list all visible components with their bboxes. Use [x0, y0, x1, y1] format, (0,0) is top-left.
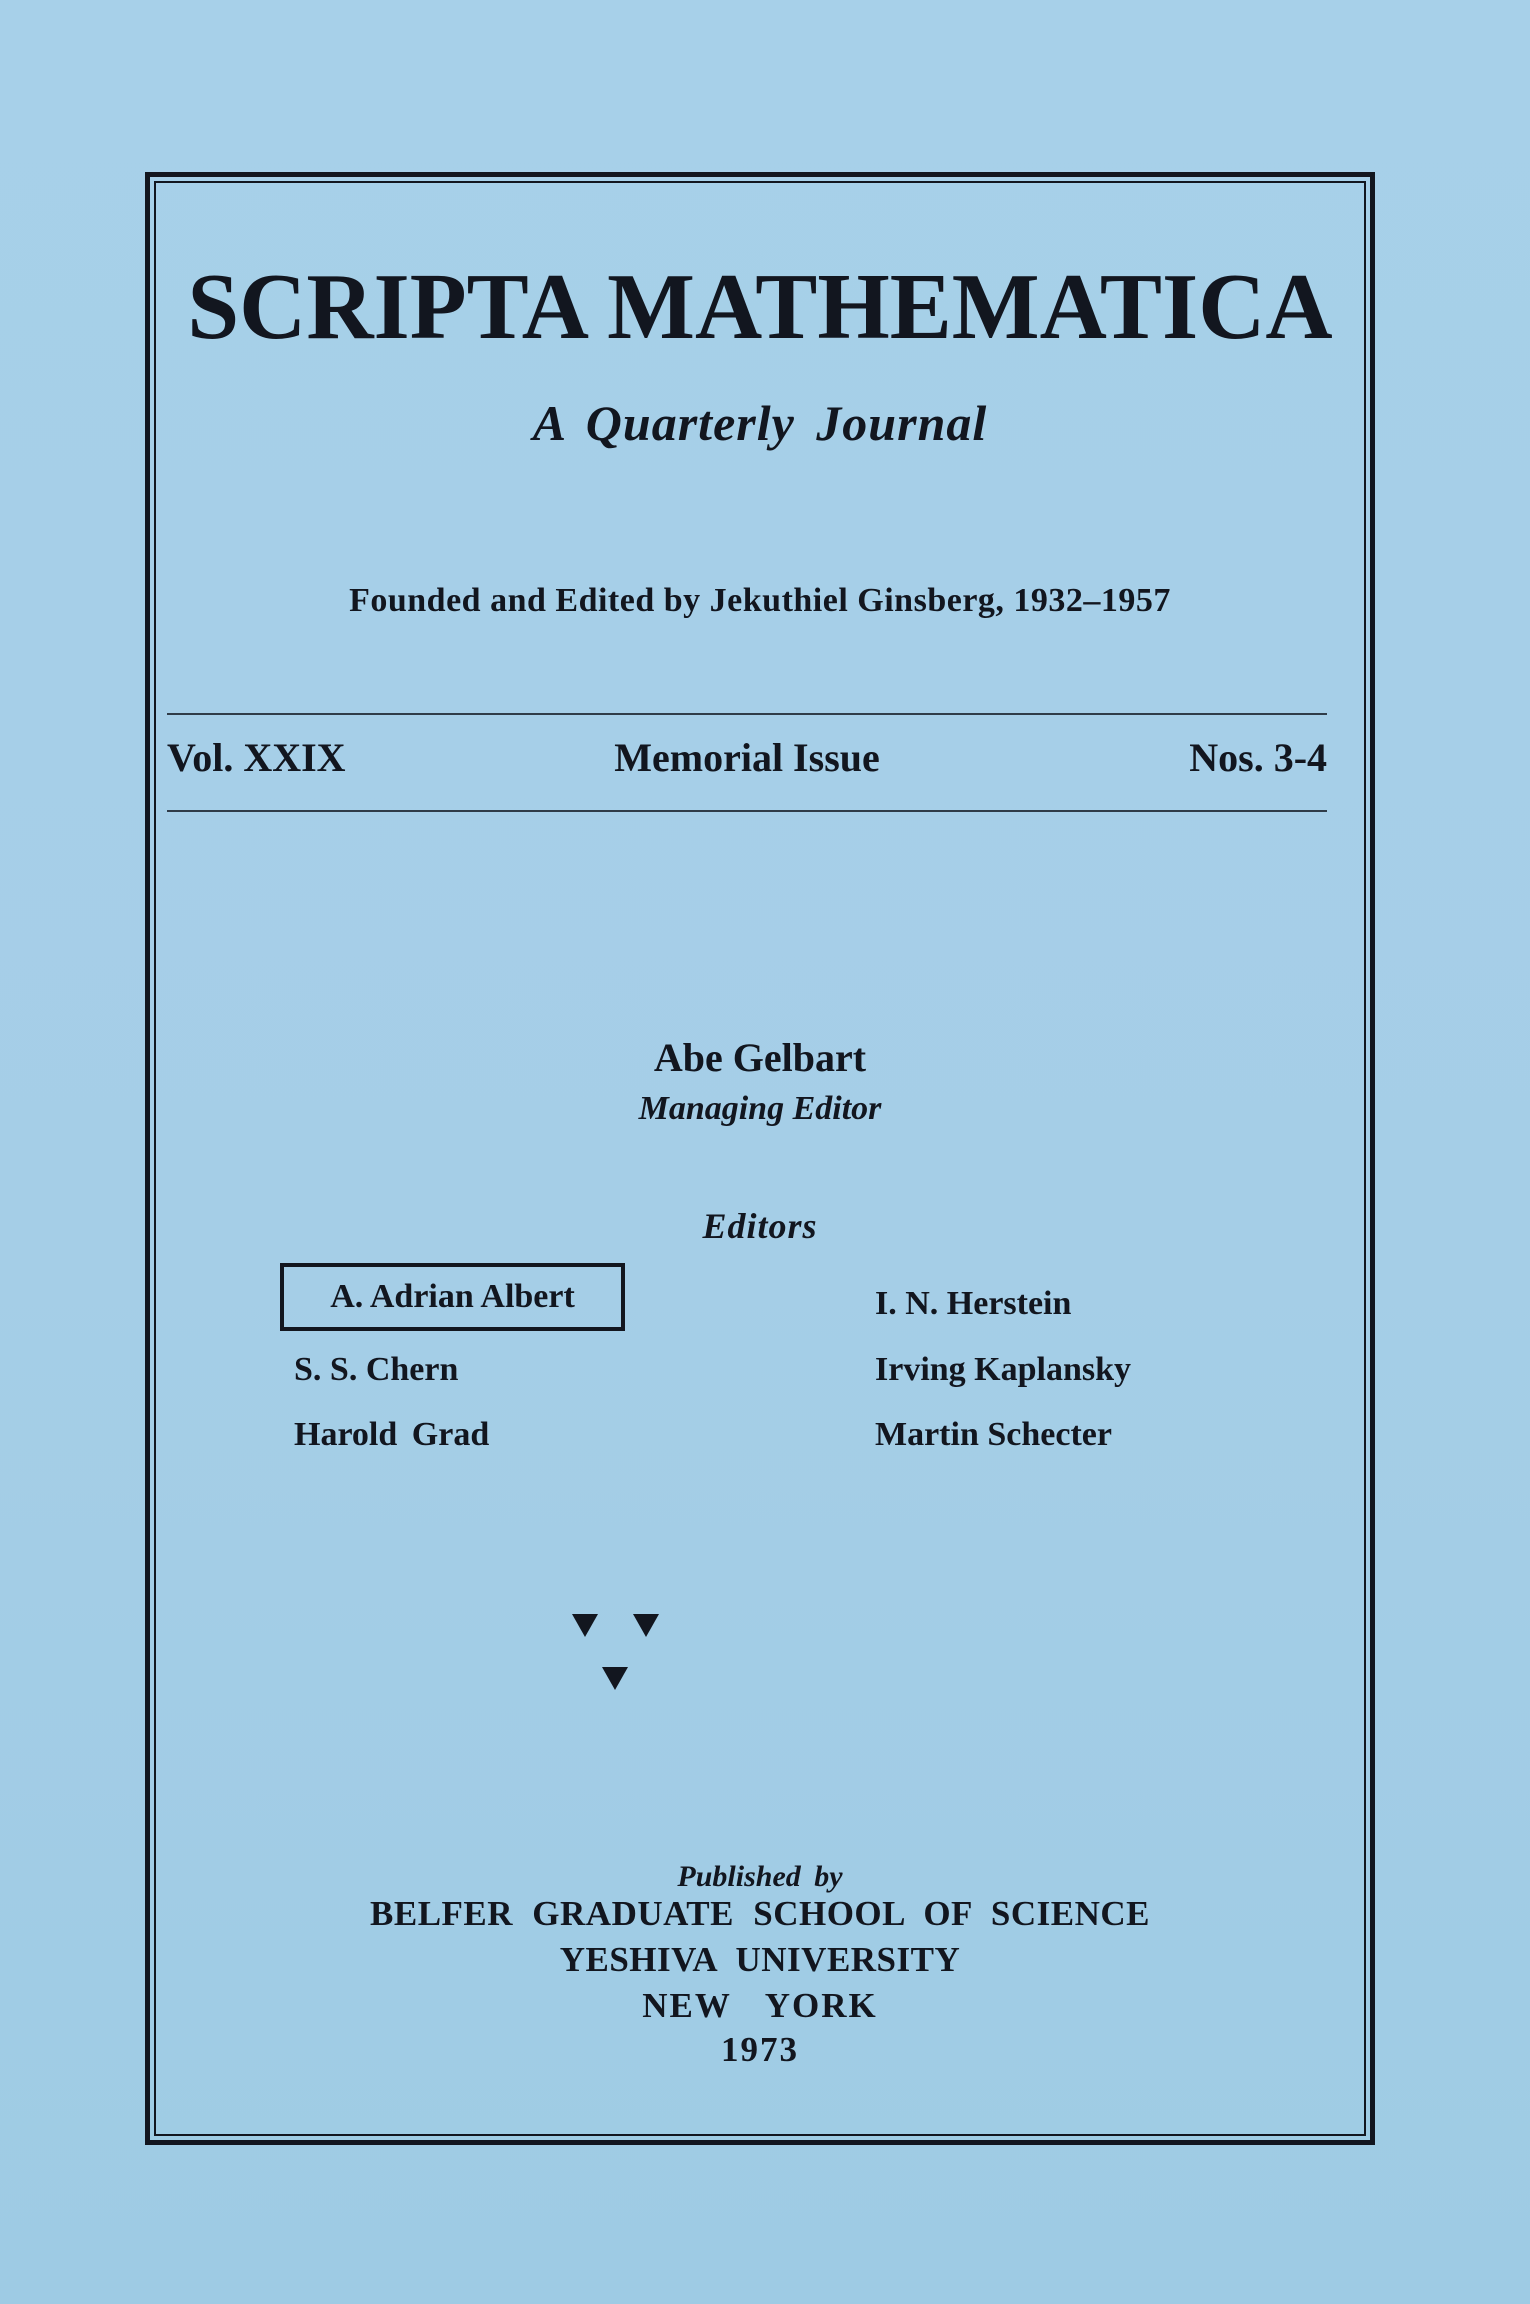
journal-subtitle: A Quarterly Journal — [532, 395, 988, 451]
divider-top — [167, 713, 1327, 715]
editor-name: Harold Grad — [294, 1416, 490, 1453]
cover-content — [145, 172, 1375, 2145]
year-line: 1973 — [721, 2030, 799, 2069]
publisher-line: BELFER GRADUATE SCHOOL OF SCIENCE — [370, 1894, 1150, 1933]
editors-heading: Editors — [702, 1206, 818, 1246]
triangle-down-icon — [633, 1614, 659, 1637]
editor-name: Martin Schecter — [875, 1416, 1112, 1453]
editor-name: I. N. Herstein — [875, 1285, 1072, 1322]
triangle-down-icon — [602, 1667, 628, 1690]
editor-name: S. S. Chern — [294, 1351, 459, 1388]
divider-bottom — [167, 810, 1327, 812]
founded-line: Founded and Edited by Jekuthiel Ginsberg, 1932–1957 — [349, 582, 1171, 619]
volume-label: Vol. XXIX — [167, 735, 346, 780]
issue-bar — [167, 732, 1327, 784]
journal-title: SCRIPTA MATHEMATICA — [187, 255, 1333, 359]
university-line: YESHIVA UNIVERSITY — [559, 1940, 961, 1979]
issue-numbers: Nos. 3-4 — [1189, 735, 1328, 780]
editor-albert-box — [280, 1263, 625, 1331]
editor-name: A. Adrian Albert — [330, 1278, 575, 1315]
managing-editor-name: Abe Gelbart — [653, 1035, 867, 1080]
published-by-line: Published by — [677, 1860, 843, 1893]
triangle-down-icon — [572, 1614, 598, 1637]
city-line: NEW YORK — [642, 1986, 878, 2025]
issue-label: Memorial Issue — [614, 735, 880, 780]
managing-editor-role: Managing Editor — [638, 1090, 882, 1127]
editor-name: Irving Kaplansky — [875, 1351, 1132, 1388]
